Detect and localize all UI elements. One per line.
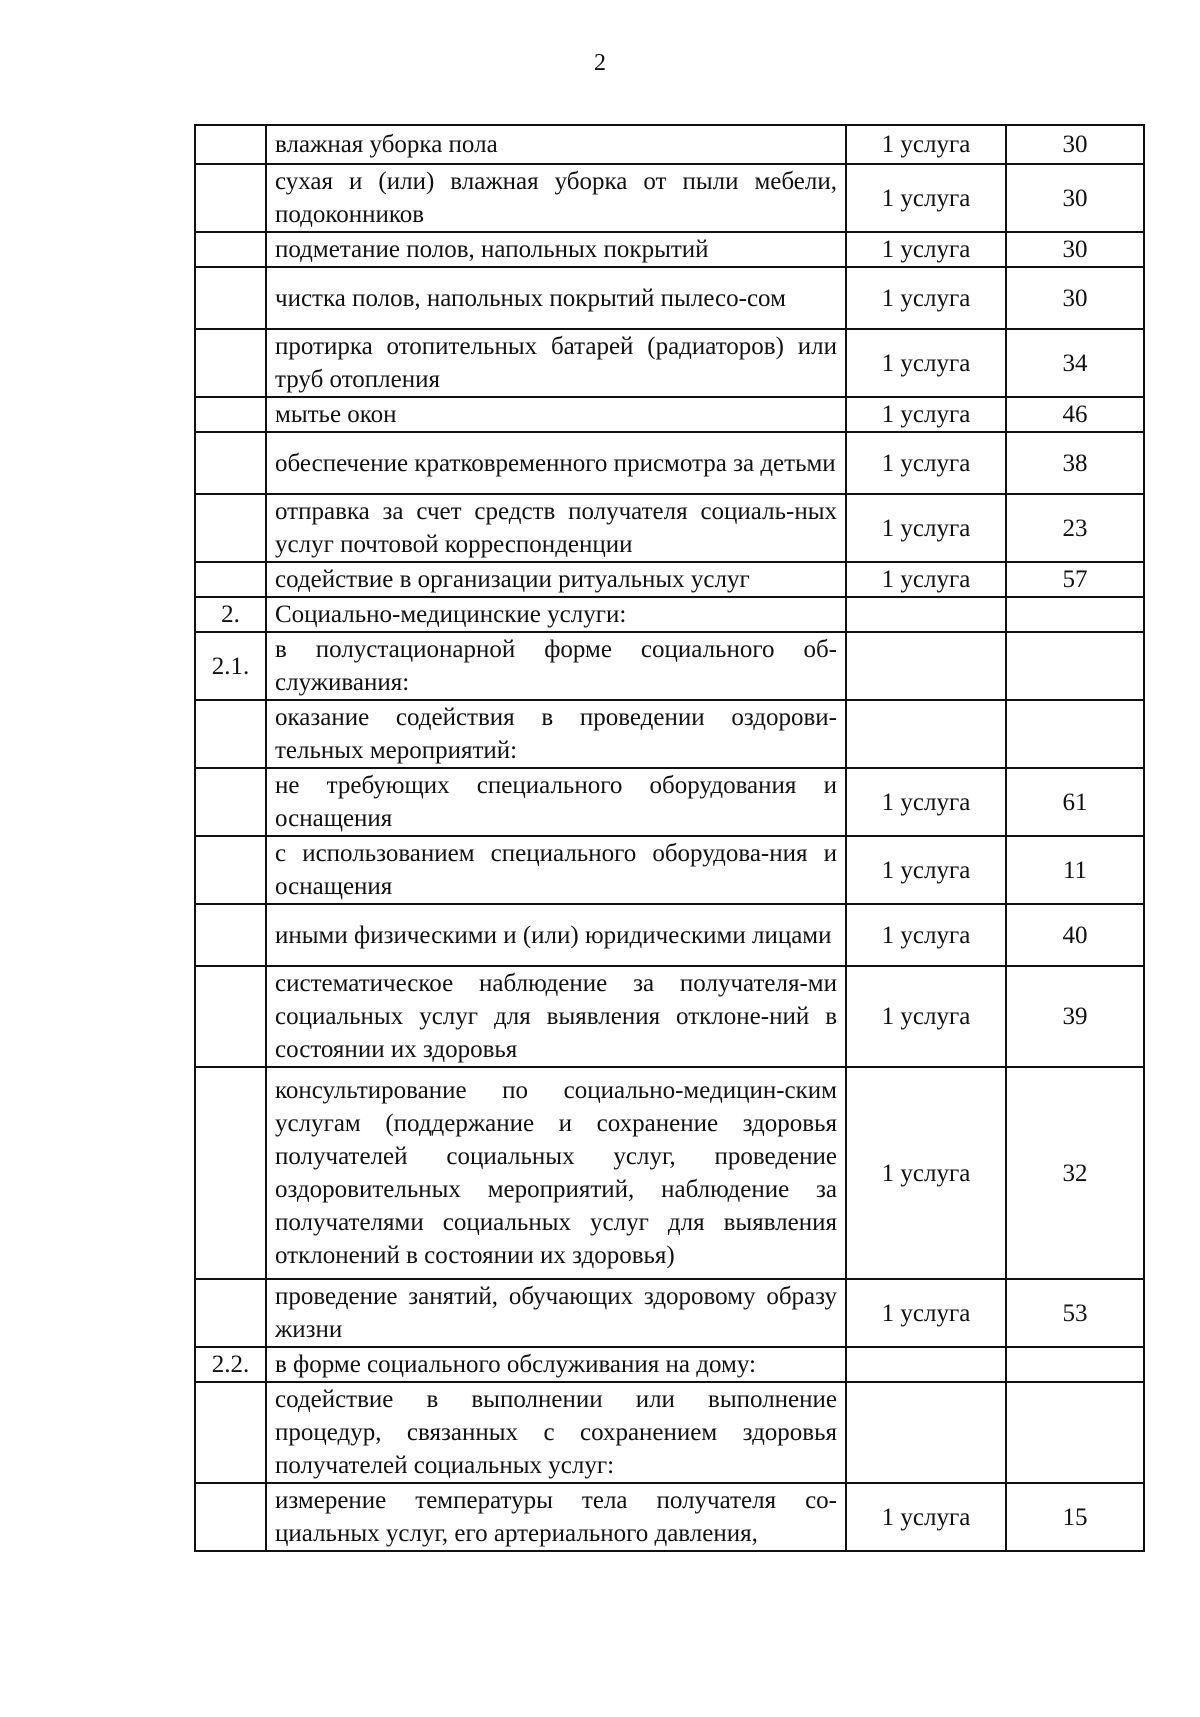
- row-number-cell: [195, 768, 266, 836]
- table-row: [195, 329, 1144, 397]
- service-name-cell: отправка за счет средств получателя социаль-ных услуг почтовой корреспонденции: [266, 494, 846, 562]
- unit-cell: 1 услуга: [846, 432, 1006, 494]
- service-name-cell: чистка полов, напольных покрытий пылесо-сом: [266, 267, 846, 329]
- table-row: [195, 768, 1144, 836]
- unit-cell: 1 услуга: [846, 329, 1006, 397]
- unit-cell: 1 услуга: [846, 836, 1006, 904]
- service-name-cell: содействие в организации ритуальных услуг: [266, 562, 846, 597]
- unit-cell: 1 услуга: [846, 164, 1006, 232]
- table-row: [195, 1382, 1144, 1483]
- row-number-cell: [195, 494, 266, 562]
- table-row: [195, 494, 1144, 562]
- unit-cell: 1 услуга: [846, 904, 1006, 966]
- services-table: [194, 124, 1145, 1552]
- unit-cell: [846, 1382, 1006, 1483]
- row-number-cell: [195, 432, 266, 494]
- row-number-cell: [195, 232, 266, 267]
- table-row: [195, 397, 1144, 432]
- unit-cell: 1 услуга: [846, 966, 1006, 1067]
- page-number: 2: [594, 50, 606, 76]
- table-row: [195, 904, 1144, 966]
- unit-cell: 1 услуга: [846, 1279, 1006, 1347]
- row-number-cell: [195, 397, 266, 432]
- service-name-cell: проведение занятий, обучающих здоровому образу жизни: [266, 1279, 846, 1347]
- table-row: [195, 1347, 1144, 1382]
- table-row: [195, 267, 1144, 329]
- row-number-cell: [195, 966, 266, 1067]
- table-row: [195, 1279, 1144, 1347]
- service-name-cell: оказание содействия в проведении оздорови-тельных мероприятий:: [266, 700, 846, 768]
- table-row: [195, 1067, 1144, 1279]
- unit-cell: 1 услуга: [846, 397, 1006, 432]
- service-name-cell: содействие в выполнении или выполнение процедур, связанных с сохранением здоровья получателей социальных услуг:: [266, 1382, 846, 1483]
- service-name-cell: мытье окон: [266, 397, 846, 432]
- price-cell: 57: [1006, 562, 1144, 597]
- price-cell: 32: [1006, 1067, 1144, 1279]
- service-name-cell: влажная уборка пола: [266, 125, 846, 164]
- row-number-cell: 2.: [195, 597, 266, 632]
- unit-cell: 1 услуга: [846, 1483, 1006, 1551]
- price-cell: [1006, 1347, 1144, 1382]
- row-number-cell: [195, 1067, 266, 1279]
- unit-cell: [846, 632, 1006, 700]
- price-cell: 30: [1006, 232, 1144, 267]
- row-number-cell: [195, 1279, 266, 1347]
- unit-cell: 1 услуга: [846, 125, 1006, 164]
- unit-cell: 1 услуга: [846, 562, 1006, 597]
- service-name-cell: подметание полов, напольных покрытий: [266, 232, 846, 267]
- table-row: [195, 232, 1144, 267]
- price-cell: 23: [1006, 494, 1144, 562]
- price-cell: 40: [1006, 904, 1144, 966]
- price-cell: 30: [1006, 164, 1144, 232]
- price-cell: 11: [1006, 836, 1144, 904]
- service-name-cell: не требующих специального оборудования и оснащения: [266, 768, 846, 836]
- service-name-cell: иными физическими и (или) юридическими лицами: [266, 904, 846, 966]
- price-cell: 61: [1006, 768, 1144, 836]
- table-row: [195, 432, 1144, 494]
- table-row: [195, 597, 1144, 632]
- row-number-cell: [195, 562, 266, 597]
- row-number-cell: [195, 267, 266, 329]
- service-name-cell: в полустационарной форме социального об-служивания:: [266, 632, 846, 700]
- row-number-cell: [195, 700, 266, 768]
- table-row: [195, 966, 1144, 1067]
- unit-cell: 1 услуга: [846, 494, 1006, 562]
- unit-cell: 1 услуга: [846, 768, 1006, 836]
- service-name-cell: обеспечение кратковременного присмотра за детьми: [266, 432, 846, 494]
- service-name-cell: с использованием специального оборудова-ния и оснащения: [266, 836, 846, 904]
- row-number-cell: [195, 329, 266, 397]
- unit-cell: 1 услуга: [846, 1067, 1006, 1279]
- price-cell: [1006, 700, 1144, 768]
- service-name-cell: консультирование по социально-медицин-ским услугам (поддержание и сохранение здоровья получателей социальных услуг, проведение оздоровительных мероприятий, наблюдение за получателями социальных услуг для выявления отклонений в состоянии их здоровья): [266, 1067, 846, 1279]
- price-cell: 30: [1006, 267, 1144, 329]
- row-number-cell: 2.1.: [195, 632, 266, 700]
- row-number-cell: [195, 904, 266, 966]
- unit-cell: [846, 597, 1006, 632]
- price-cell: 39: [1006, 966, 1144, 1067]
- service-name-cell: в форме социального обслуживания на дому:: [266, 1347, 846, 1382]
- unit-cell: [846, 1347, 1006, 1382]
- table-row: [195, 125, 1144, 164]
- table-row: [195, 164, 1144, 232]
- price-cell: 15: [1006, 1483, 1144, 1551]
- unit-cell: 1 услуга: [846, 267, 1006, 329]
- service-name-cell: Социально-медицинские услуги:: [266, 597, 846, 632]
- row-number-cell: [195, 125, 266, 164]
- row-number-cell: [195, 164, 266, 232]
- unit-cell: [846, 700, 1006, 768]
- price-cell: [1006, 597, 1144, 632]
- price-cell: 30: [1006, 125, 1144, 164]
- service-name-cell: сухая и (или) влажная уборка от пыли мебели, подоконников: [266, 164, 846, 232]
- service-name-cell: протирка отопительных батарей (радиаторов) или труб отопления: [266, 329, 846, 397]
- services-table-body: [195, 125, 1144, 1551]
- row-number-cell: [195, 1483, 266, 1551]
- unit-cell: 1 услуга: [846, 232, 1006, 267]
- row-number-cell: 2.2.: [195, 1347, 266, 1382]
- price-cell: 34: [1006, 329, 1144, 397]
- price-cell: 53: [1006, 1279, 1144, 1347]
- table-row: [195, 1483, 1144, 1551]
- table-row: [195, 836, 1144, 904]
- service-name-cell: измерение температуры тела получателя со-циальных услуг, его артериального давления,: [266, 1483, 846, 1551]
- row-number-cell: [195, 1382, 266, 1483]
- price-cell: 46: [1006, 397, 1144, 432]
- table-row: [195, 562, 1144, 597]
- price-cell: [1006, 1382, 1144, 1483]
- row-number-cell: [195, 836, 266, 904]
- table-row: [195, 700, 1144, 768]
- price-cell: 38: [1006, 432, 1144, 494]
- service-name-cell: систематическое наблюдение за получателя-ми социальных услуг для выявления отклоне-ний в состоянии их здоровья: [266, 966, 846, 1067]
- price-cell: [1006, 632, 1144, 700]
- table-row: [195, 632, 1144, 700]
